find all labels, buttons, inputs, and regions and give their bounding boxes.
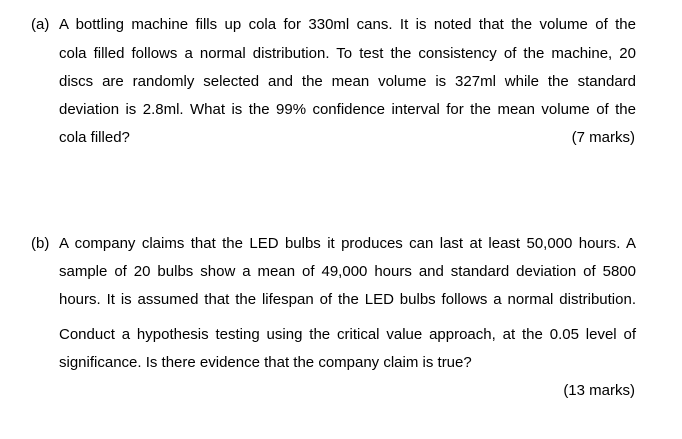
question-a-line-4: deviation is 2.8ml. What is the 99% confidence interval for the mean volume of the (59, 101, 636, 118)
question-b-line-3: hours. It is assumed that the lifespan of the LED bulbs follows a normal distribution. (59, 291, 636, 308)
question-a-line-1: A bottling machine fills up cola for 330ml cans. It is noted that the volume of the (59, 16, 636, 33)
question-b-line-1: A company claims that the LED bulbs it produces can last at least 50,000 hours. A (59, 235, 636, 252)
question-a-line-5: cola filled? (59, 129, 130, 146)
question-a-line-3: discs are randomly selected and the mean volume is 327ml while the standard (59, 73, 636, 90)
question-b-line-2: sample of 20 bulbs show a mean of 49,000 hours and standard deviation of 5800 (59, 263, 636, 280)
question-b-line-5: significance. Is there evidence that the company claim is true? (59, 354, 472, 371)
question-b-label: (b) (31, 235, 50, 252)
question-a-label: (a) (31, 16, 50, 33)
question-a-line-2: cola filled follows a normal distribution. To test the consistency of the machine, 20 (59, 45, 636, 62)
question-a-marks: (7 marks) (571, 129, 635, 146)
question-b-line-4: Conduct a hypothesis testing using the critical value approach, at the 0.05 level of (59, 326, 636, 343)
question-b-marks: (13 marks) (563, 382, 635, 399)
